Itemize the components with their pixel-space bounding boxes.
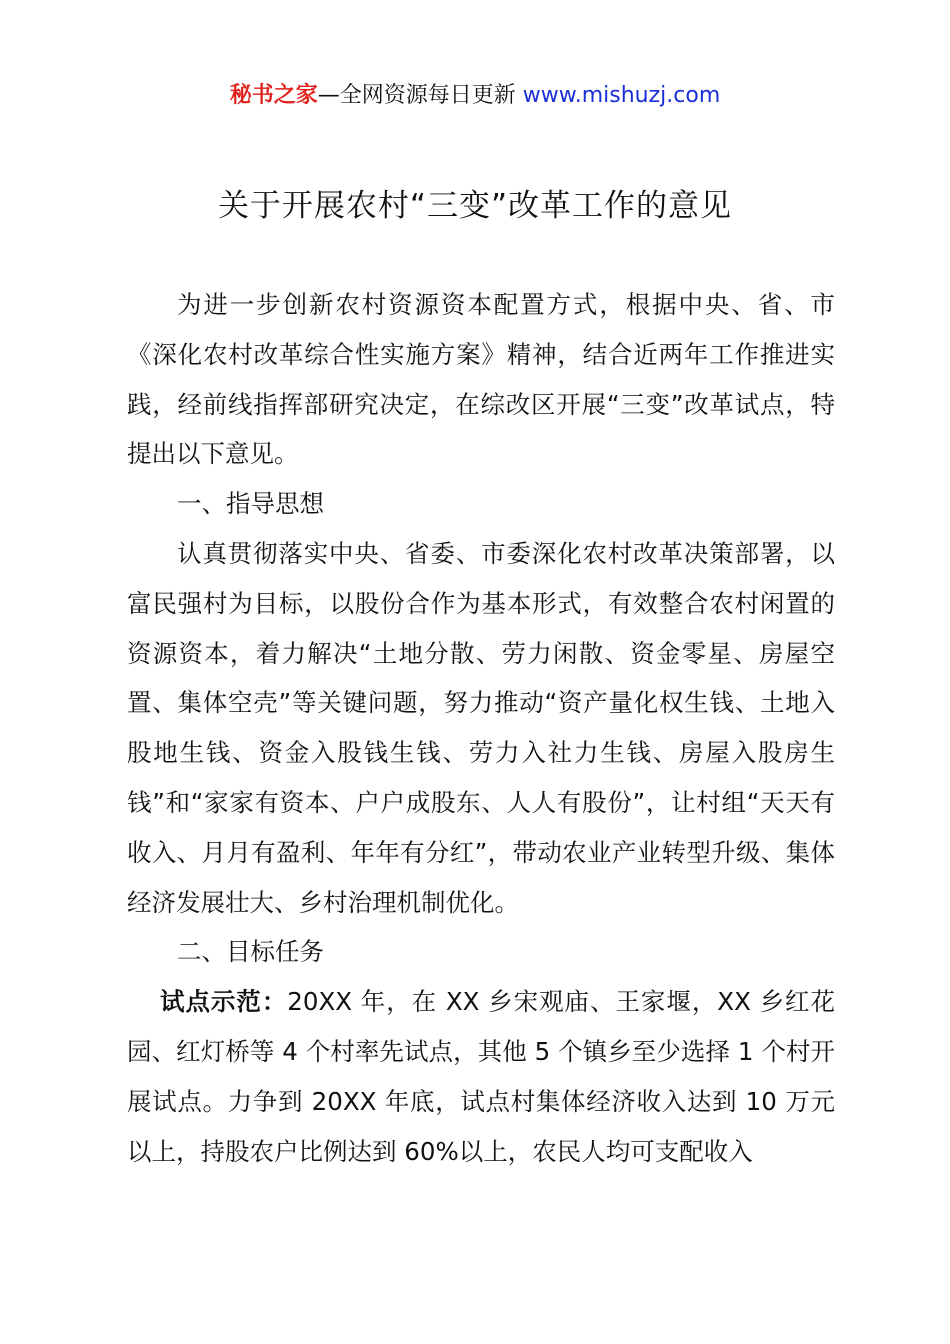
site-url-link[interactable]: www.mishuzj.com (522, 83, 721, 108)
pilot-label: 试点示范： (160, 987, 288, 1017)
document-body (127, 280, 835, 1176)
pilot-paragraph (127, 977, 835, 1176)
header-slogan: —全网资源每日更新 (317, 83, 523, 108)
intro-paragraph: 为进一步创新农村资源资本配置方式，根据中央、省、市《深化农村改革综合性实施方案》精神，结合近两年工作推进实践，经前线指挥部研究决定，在综改区开展“三变”改革试点，特提出以下意见。 (127, 290, 835, 469)
brand-name: 秘书之家 (229, 83, 318, 108)
site-header (0, 80, 950, 112)
section-heading-guiding-thought: 一、指导思想 (177, 489, 324, 519)
document-title: 关于开展农村“三变”改革工作的意见 (217, 188, 733, 224)
guiding-thought-paragraph: 认真贯彻落实中央、省委、市委深化农村改革决策部署，以富民强村为目标，以股份合作为基本形式，有效整合农村闲置的资源资本，着力解决“土地分散、劳力闲散、资金零星、房屋空置、集体空壳”等关键问题，努力推动“资产量化权生钱、土地入股地生钱、资金入股钱生钱、劳力入社力生钱、房屋入股房生钱”和“家家有资本、户户成股东、人人有股份”，让村组“天天有收入、月月有盈利、年年有分红”，带动农业产业转型升级、集体经济发展壮大、乡村治理机制优化。 (127, 538, 835, 917)
section-heading-targets: 二、目标任务 (177, 937, 324, 967)
pilot-text: 20XX 年，在 XX 乡宋观庙、王家堰，XX 乡红花园、红灯桥等 4 个村率先试点，其他 5 个镇乡至少选择 1 个村开展试点。力争到 20XX 年底，试点村集体经济收入达到 10 万元以上，持股农户比例达到 60%以上，农民人均可支配收入 (127, 987, 836, 1166)
